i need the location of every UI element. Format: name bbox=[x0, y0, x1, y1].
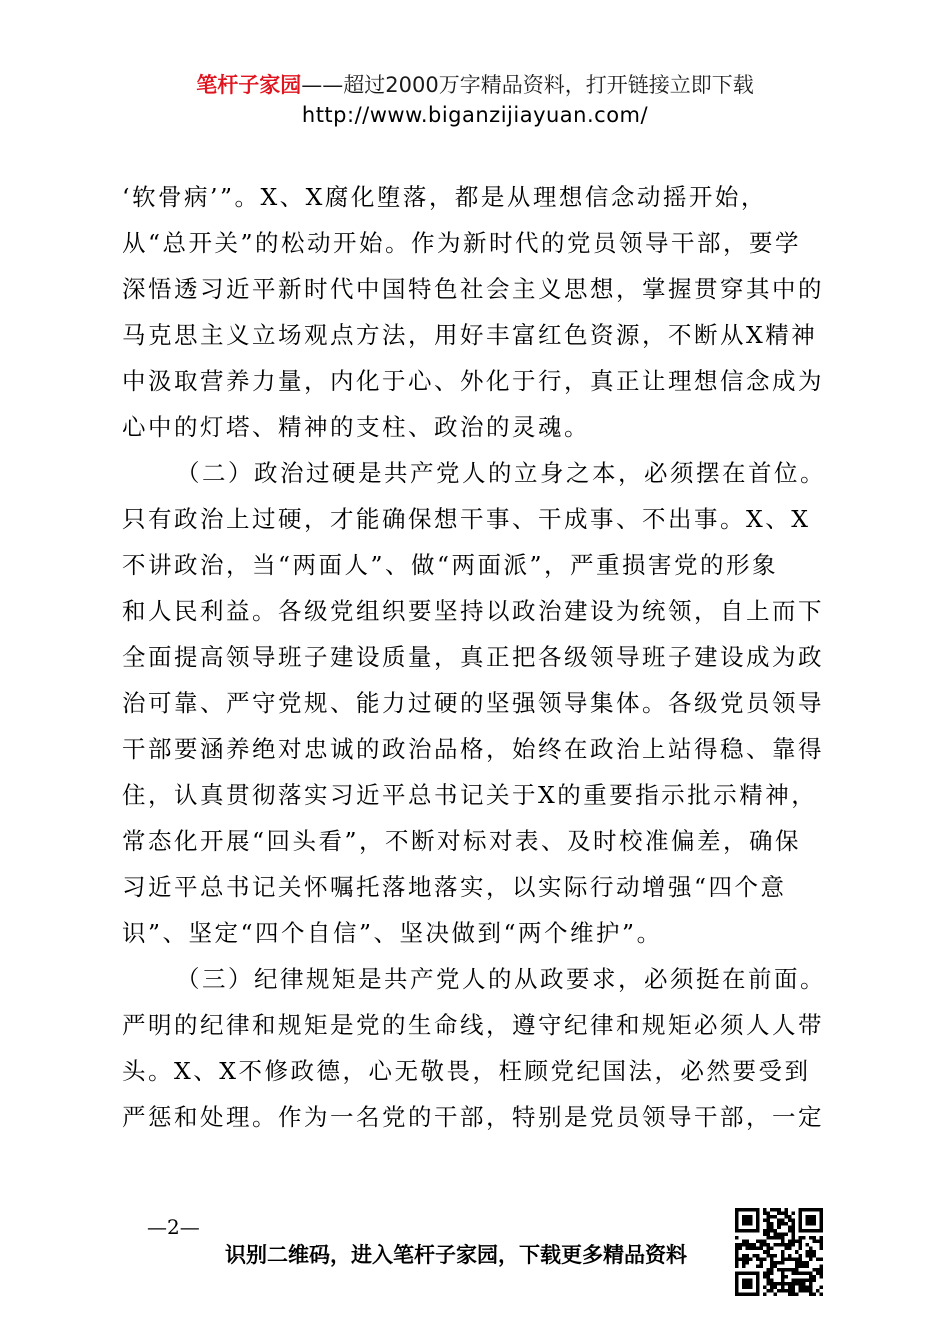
page-number: —2— bbox=[147, 1215, 200, 1239]
site-tagline: ——超过2000万字精品资料，打开链接立即下载 bbox=[301, 73, 754, 97]
document-body bbox=[122, 174, 826, 1140]
body-line: ‘软骨病’”。X、X腐化堕落，都是从理想信念动摇开始， bbox=[122, 183, 767, 211]
body-line: 习近平总书记关怀嘱托落地落实，以实际行动增强“四个意 bbox=[122, 873, 787, 901]
body-line: 马克思主义立场观点方法，用好丰富红色资源，不断从X精神 bbox=[122, 321, 818, 349]
section-heading-3: （三）纪律规矩是共产党人的从政要求，必须挺在前面。 bbox=[176, 965, 826, 993]
site-name[interactable]: 笔杆子家园 bbox=[196, 73, 302, 97]
footer-promo-text: 识别二维码，进入笔杆子家园，下载更多精品资料 bbox=[225, 1242, 687, 1267]
body-line: 治可靠、严守党规、能力过硬的坚强领导集体。各级党员领导 bbox=[122, 689, 824, 717]
section-heading-2: （二）政治过硬是共产党人的立身之本，必须摆在首位。 bbox=[176, 459, 826, 487]
body-line: 严惩和处理。作为一名党的干部，特别是党员领导干部，一定 bbox=[122, 1103, 824, 1131]
site-url-link[interactable]: http://www.biganzijiayuan.com/ bbox=[301, 103, 649, 127]
qr-code-icon[interactable] bbox=[735, 1208, 823, 1296]
body-line: 和人民利益。各级党组织要坚持以政治建设为统领，自上而下 bbox=[122, 597, 824, 625]
body-line: 不讲政治，当“两面人”、做“两面派”，严重损害党的形象 bbox=[122, 551, 779, 579]
body-line: 常态化开展“回头看”，不断对标对表、及时校准偏差，确保 bbox=[122, 827, 802, 855]
header-banner bbox=[0, 70, 950, 100]
body-line: 头。X、X不修政德，心无敬畏，枉顾党纪国法，必然要受到 bbox=[122, 1057, 811, 1085]
body-line: 干部要涵养绝对忠诚的政治品格，始终在政治上站得稳、靠得 bbox=[122, 735, 824, 763]
body-line: 从“总开关”的松动开始。作为新时代的党员领导干部，要学 bbox=[122, 229, 802, 257]
page-header bbox=[0, 70, 950, 130]
body-line: 中汲取营养力量，内化于心、外化于行，真正让理想信念成为 bbox=[122, 367, 824, 395]
body-line: 住，认真贯彻落实习近平总书记关于X的重要指示批示精神， bbox=[122, 781, 818, 809]
body-line: 全面提高领导班子建设质量，真正把各级领导班子建设成为政 bbox=[122, 643, 824, 671]
body-line: 深悟透习近平新时代中国特色社会主义思想，掌握贯穿其中的 bbox=[122, 275, 824, 303]
body-line: 识”、坚定“四个自信”、坚决做到“两个维护”。 bbox=[122, 919, 663, 947]
body-line: 心中的灯塔、精神的支柱、政治的灵魂。 bbox=[122, 413, 590, 441]
body-line: 只有政治上过硬，才能确保想干事、干成事、不出事。X、X bbox=[122, 505, 811, 533]
body-line: 严明的纪律和规矩是党的生命线，遵守纪律和规矩必须人人带 bbox=[122, 1011, 824, 1039]
